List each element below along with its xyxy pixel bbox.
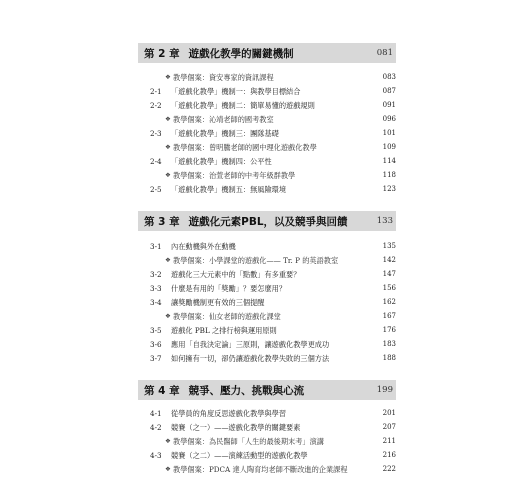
toc-case-entry: ❖ 教學個案：治萱老師的中考年級群教學 118 [165,171,396,180]
chapter-title: 競爭、壓力、挑戰與心流 [188,384,305,397]
toc-entry: 4-3 競賽（之二）——演練活動型的遊戲化教學 216 [150,451,396,460]
diamond-bullet-icon: ❖ [165,256,171,264]
chapter-header [138,43,396,63]
toc-case-entry: ❖ 教學個案：PDCA 達人陶育均老師不斷改進的企業課程 222 [165,465,396,474]
chapter-header [138,211,396,231]
toc-case-entry: ❖ 教學個案：沁靖老師的國考教室 096 [165,115,396,124]
chapter-header [138,380,396,400]
chapter-title: 遊戲化教學的關鍵機制 [188,47,294,60]
toc-entry: 2-4 「遊戲化教學」機制四：公平性 114 [150,157,396,166]
diamond-bullet-icon: ❖ [165,73,171,81]
diamond-bullet-icon: ❖ [165,312,171,320]
diamond-bullet-icon: ❖ [165,143,171,151]
toc-case-entry: ❖ 教學個案：仙女老師的遊戲化課堂 167 [165,312,396,321]
toc-case-entry: ❖ 教學個案：資安專家的資訊課程 083 [165,73,396,82]
diamond-bullet-icon: ❖ [165,115,171,123]
chapter-page: 081 [376,48,393,58]
toc-entry: 3-5 遊戲化 PBL 之排行榜與運用原則 176 [150,326,396,335]
toc-entry: 2-1 「遊戲化教學」機制一：與教學目標結合 087 [150,87,396,96]
toc-entry: 3-1 內在動機與外在動機 135 [150,242,396,251]
toc-entry: 3-4 讓獎勵機制更有效的三個提醒 162 [150,298,396,307]
diamond-bullet-icon: ❖ [165,171,171,179]
chapter-number: 第 3 章 [144,215,180,228]
toc-entry: 4-2 競賽（之一）——遊戲化教學的關鍵要素 207 [150,423,396,432]
toc-entry: 2-3 「遊戲化教學」機制三：團隊基礎 101 [150,129,396,138]
toc-case-entry: ❖ 教學個案：曾明騰老師的國中理化遊戲化教學 109 [165,143,396,152]
toc-entry: 3-6 應用「自我決定論」三原則，讓遊戲化教學更成功 183 [150,340,396,349]
toc-case-entry: ❖ 教學個案：小學課堂的遊戲化—— Tr. P 的英語教室 142 [165,256,396,265]
toc-entry: 3-7 如何擁有一切，卻仍讓遊戲化教學失敗的三個方法 188 [150,354,396,363]
toc-entry: 3-2 遊戲化三大元素中的「點數」有多重要？ 147 [150,270,396,279]
toc-case-entry: ❖ 教學個案：為民醫師「人生的最後期末考」演講 211 [165,437,396,446]
toc-entry: 4-1 從學員的角度反思遊戲化教學與學習 201 [150,409,396,418]
diamond-bullet-icon: ❖ [165,465,171,473]
chapter-number: 第 4 章 [144,384,180,397]
toc-entry: 2-2 「遊戲化教學」機制二：簡單易懂的遊戲規則 091 [150,101,396,110]
chapter-title: 遊戲化元素PBL，以及競爭與回饋 [188,215,348,228]
toc-entry: 3-3 什麼是有用的「獎勵」？要怎麼用？ 156 [150,284,396,293]
diamond-bullet-icon: ❖ [165,437,171,445]
toc-entry: 2-5 「遊戲化教學」機制五：無風險環境 123 [150,185,396,194]
chapter-page: 199 [376,385,393,395]
chapter-page: 133 [376,216,393,226]
chapter-number: 第 2 章 [144,47,180,60]
